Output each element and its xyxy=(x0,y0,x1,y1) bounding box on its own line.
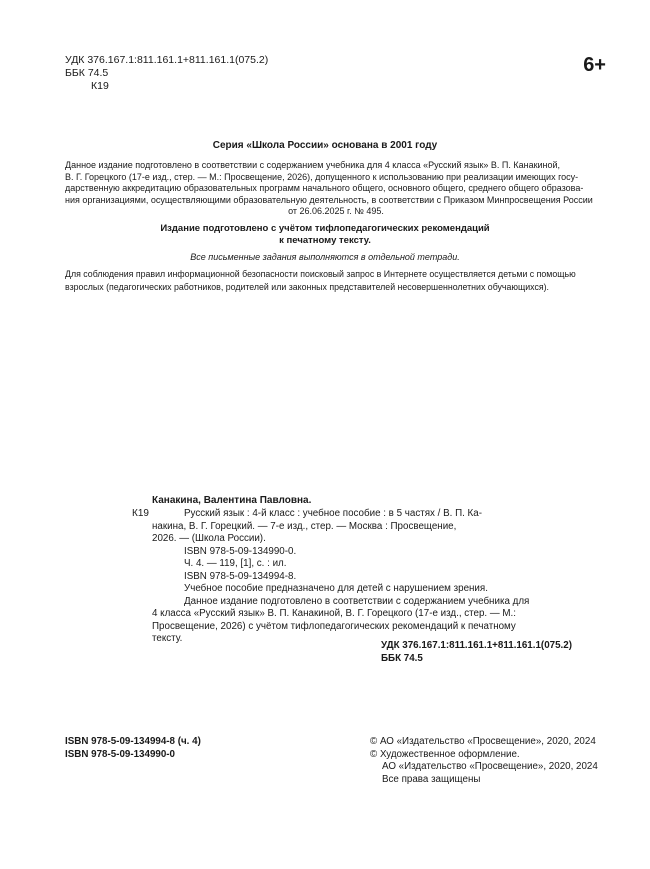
udc-code: УДК 376.167.1:811.161.1+811.161.1(075.2) xyxy=(381,640,572,651)
intro-line: ния организациями, осуществляющими образовательную деятельность, в соответствии с Приказом Минпросвещения России xyxy=(65,194,593,205)
card-title-line: 2026. — (Школа России). xyxy=(152,533,266,544)
tiflo-line: Издание подготовлено с учётом тифлопедагогических рекомендаций xyxy=(160,223,490,234)
intro-line: от 26.06.2025 г. № 495. xyxy=(288,206,384,217)
card-title-line: Русский язык : 4-й класс : учебное пособие : в 5 частях / В. П. Ка- xyxy=(184,508,482,519)
bbk-code: ББК 74.5 xyxy=(381,652,423,664)
author-sign: К19 xyxy=(91,80,109,92)
copyright-line: Все права защищены xyxy=(382,773,481,785)
intro-paragraph xyxy=(65,160,607,218)
isbn-block xyxy=(65,736,201,761)
isbn-line: ISBN 978-5-09-134994-8 (ч. 4) xyxy=(65,736,201,747)
copyright-block xyxy=(370,736,598,786)
card-author-sign: К19 xyxy=(132,508,149,519)
tiflo-note xyxy=(0,223,650,247)
security-line: Для соблюдения правил информационной безопасности поисковый запрос в Интернете осуществляется детьми с помощью xyxy=(65,269,576,279)
card-title-line: накина, В. Г. Горецкий. — 7-е изд., стер. — Москва : Просвещение, xyxy=(152,520,457,532)
card-desc-line: 4 класса «Русский язык» В. П. Канакиной, В. Г. Горецкого (17-е изд., стер. — М.: xyxy=(152,608,517,619)
series-note: Серия «Школа России» основана в 2001 году xyxy=(212,140,438,151)
catalog-card xyxy=(152,508,555,646)
tiflo-line: к печатному тексту. xyxy=(279,235,371,246)
security-note xyxy=(65,268,607,293)
card-desc-line: Просвещение, 2026) с учётом тифлопедагогических рекомендаций к печатному xyxy=(152,620,516,632)
bbk-code: ББК 74.5 xyxy=(65,67,109,79)
top-classification xyxy=(65,54,268,93)
card-author: Канакина, Валентина Павловна. xyxy=(152,495,312,506)
intro-line: В. Г. Горецкого (17-е изд., стер. — М.: Просвещение, 2026), допущенного к использованию при реализации имеющих госу- xyxy=(65,171,579,182)
card-desc-line: тексту. xyxy=(152,633,183,644)
copyright-line: © АО «Издательство «Просвещение», 2020, 2024 xyxy=(370,736,596,747)
bottom-classification xyxy=(381,640,572,665)
isbn-line: ISBN 978-5-09-134990-0 xyxy=(65,748,176,760)
security-line: взрослых (педагогических работников, родителей или законных представителей несовершеннолетних обучающихся). xyxy=(65,281,549,292)
intro-line: Данное издание подготовлено в соответствии с содержанием учебника для 4 класса «Русский язык» В. П. Канакиной, xyxy=(65,160,561,170)
udc-code: УДК 376.167.1:811.161.1+811.161.1(075.2) xyxy=(65,54,269,66)
card-desc-line: Данное издание подготовлено в соответствии с содержанием учебника для xyxy=(184,595,530,607)
copyright-line: АО «Издательство «Просвещение», 2020, 2024 xyxy=(382,761,598,772)
intro-line: дарственную аккредитацию образовательных программ начального общего, основного общего, среднего общего образова- xyxy=(65,183,584,194)
card-pages: Ч. 4. — 119, [1], с. : ил. xyxy=(184,558,287,569)
written-tasks-note: Все письменные задания выполняются в отдельной тетради. xyxy=(190,252,460,262)
copyright-line: © Художественное оформление. xyxy=(370,748,520,760)
card-isbn: ISBN 978-5-09-134990-0. xyxy=(184,545,297,557)
age-rating: 6+ xyxy=(583,54,606,76)
card-purpose: Учебное пособие предназначено для детей с нарушением зрения. xyxy=(184,583,488,594)
card-isbn: ISBN 978-5-09-134994-8. xyxy=(184,570,297,582)
